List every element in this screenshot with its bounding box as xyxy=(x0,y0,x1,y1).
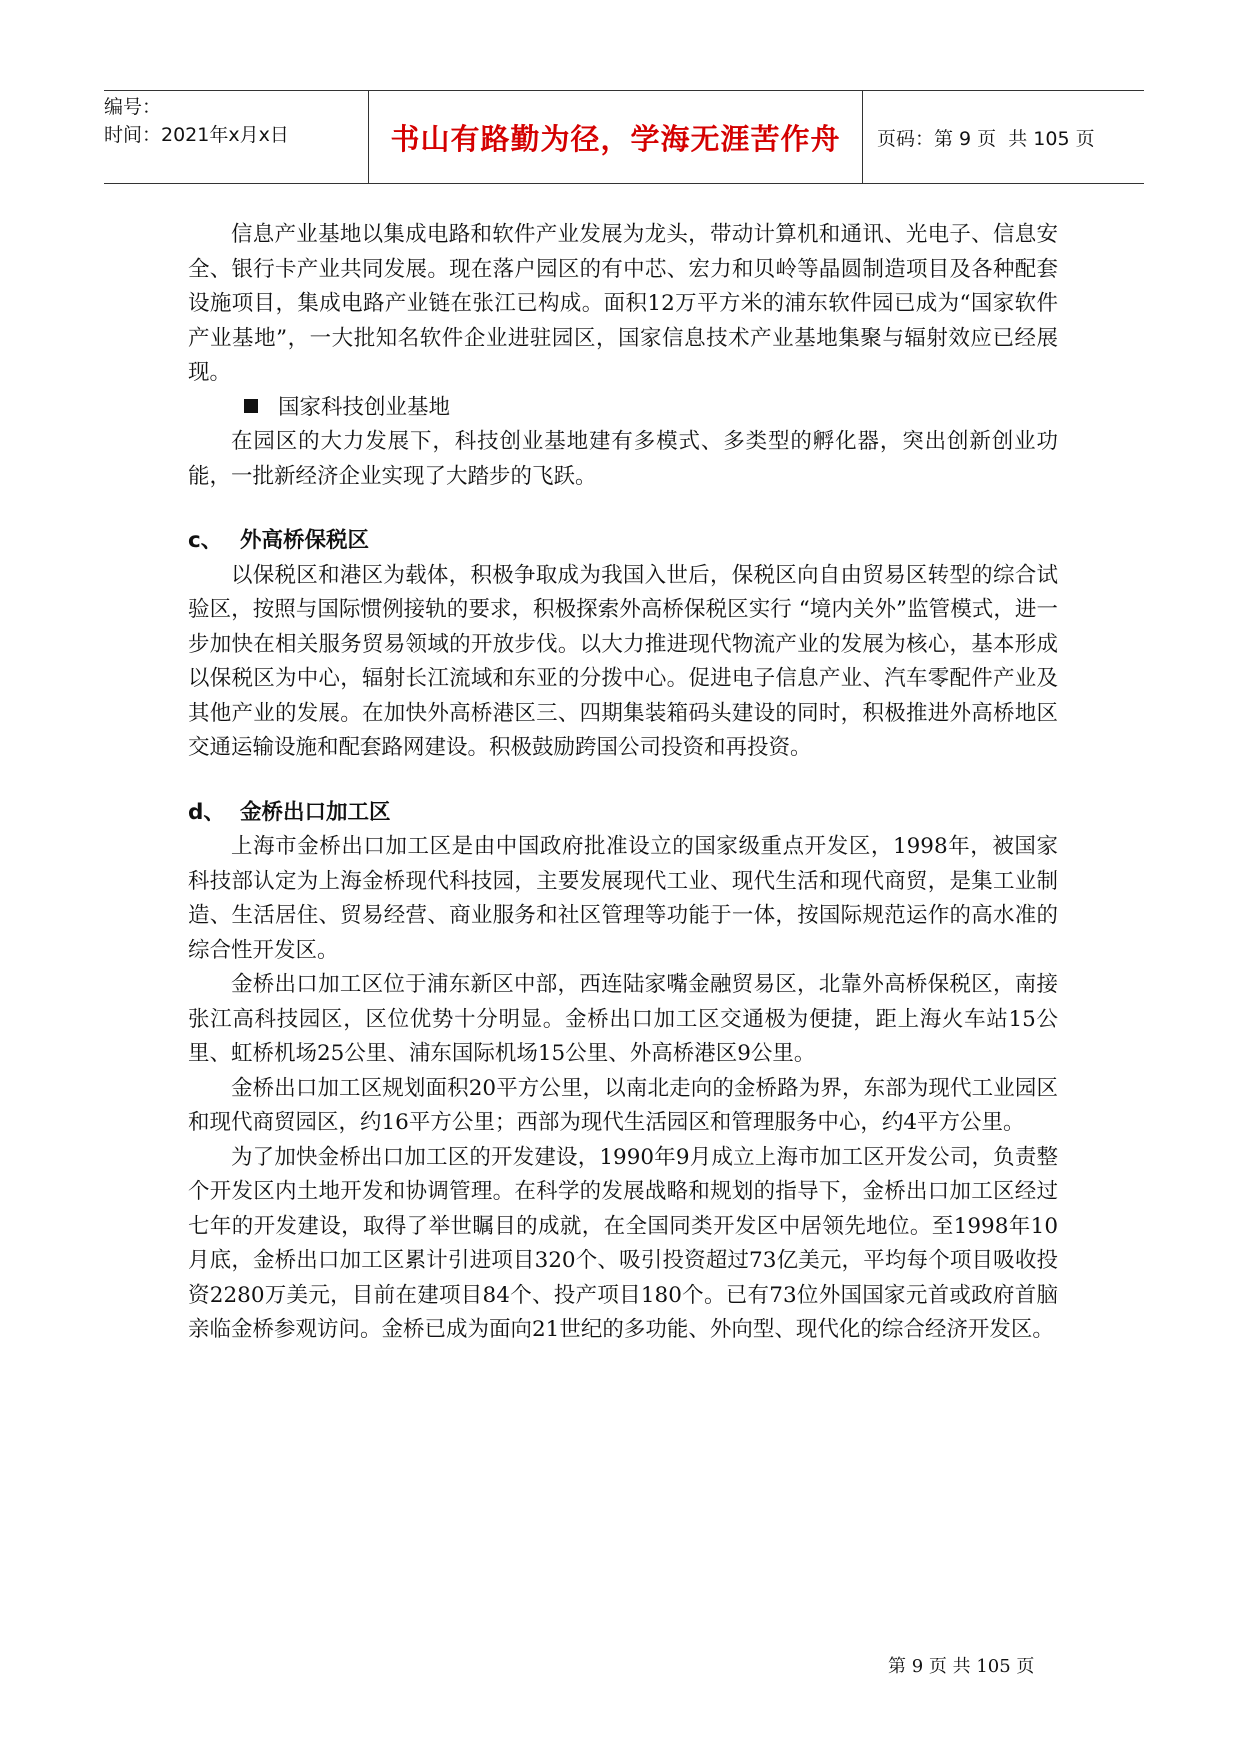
bullet-text: 国家科技创业基地 xyxy=(278,394,451,420)
square-bullet-icon xyxy=(244,399,258,413)
paragraph-bonded-zone: 以保税区和港区为载体，积极争取成为我国入世后，保税区向自由贸易区转型的综合试验区，按照与国际惯例接轨的要求，积极探索外高桥保税区实行 “境内关外”监管模式，进一步加快在相关服务贸易领域的开放步伐。以大力推进现代物流产业的发展为核心，基本形成以保税区为中心，辐射长江流域和东亚的分拨中心。促进电子信息产业、汽车零配件产业及其他产业的发展。在加快外高桥港区三、四期集装箱码头建设的同时，积极推进外高桥地区交通运输设施和配套路网建设。积极鼓励跨国公司投资和再投资。 xyxy=(188,562,1058,760)
section-label: d、 xyxy=(188,799,225,825)
paragraph-info-industry: 信息产业基地以集成电路和软件产业发展为龙头，带动计算机和通讯、光电子、信息安全、银行卡产业共同发展。现在落户园区的有中芯、宏力和贝岭等晶圆制造项目及各种配套设施项目，集成电路产业链在张江已构成。面积12万平方米的浦东软件园已成为“国家软件产业基地”，一大批知名软件企业进驻园区，国家信息技术产业基地集聚与辐射效应已经展现。 xyxy=(188,222,1058,385)
paragraph-jinqiao-area: 金桥出口加工区规划面积20平方公里，以南北走向的金桥路为界，东部为现代工业园区和现代商贸园区，约16平方公里；西部为现代生活园区和管理服务中心，约4平方公里。 xyxy=(188,1075,1058,1135)
paragraph-jinqiao-location: 金桥出口加工区位于浦东新区中部，西连陆家嘴金融贸易区，北靠外高桥保税区，南接张江高科技园区，区位优势十分明显。金桥出口加工区交通极为便捷，距上海火车站15公里、虹桥机场25公里、浦东国际机场15公里、外高桥港区9公里。 xyxy=(188,972,1058,1066)
bullet-item xyxy=(188,391,1058,426)
section-title: 金桥出口加工区 xyxy=(240,799,391,825)
page-header xyxy=(104,90,1144,184)
paragraph-jinqiao-development: 为了加快金桥出口加工区的开发建设，1990年9月成立上海市加工区开发公司，负责整个开发区内土地开发和协调管理。在科学的发展战略和规划的指导下，金桥出口加工区经过七年的开发建设，取得了举世瞩目的成就，在全国同类开发区中居领先地位。至1998年10月底，金桥出口加工区累计引进项目320个、吸引投资超过73亿美元，平均每个项目吸收投资2280万美元，目前在建项目84个、投产项目180个。已有73位外国国家元首或政府首脑亲临金桥参观访问。金桥已成为面向21世纪的多功能、外向型、现代化的综合经济开发区。 xyxy=(188,1144,1058,1342)
section-heading-c xyxy=(188,524,1058,559)
section-heading-d xyxy=(188,796,1058,831)
header-left-cell xyxy=(104,91,369,183)
paragraph-tech-startup: 在园区的大力发展下，科技创业基地建有多模式、多类型的孵化器，突出创新创业功能，一批新经济企业实现了大踏步的飞跃。 xyxy=(188,429,1058,489)
section-label: c、 xyxy=(188,528,223,553)
header-motto-cell xyxy=(369,91,863,183)
page-footer: 第 9 页 共 105 页 xyxy=(888,1656,1035,1677)
header-page-code: 页码：第 9 页 共 105 页 xyxy=(877,127,1095,150)
section-title: 外高桥保税区 xyxy=(240,528,370,553)
header-motto: 书山有路勤为径，学海无涯苦作舟 xyxy=(390,121,841,156)
header-page-cell xyxy=(863,91,1144,183)
paragraph-jinqiao-intro: 上海市金桥出口加工区是由中国政府批准设立的国家级重点开发区，1998年，被国家科技部认定为上海金桥现代科技园，主要发展现代工业、现代生活和现代商贸，是集工业制造、生活居住、贸易经营、商业服务和社区管理等功能于一体，按国际规范运作的高水准的综合性开发区。 xyxy=(188,834,1058,963)
document-body xyxy=(188,218,1058,1348)
document-number-label: 编号： xyxy=(104,96,162,118)
document-time-label: 时间：2021年x月x日 xyxy=(104,124,289,146)
